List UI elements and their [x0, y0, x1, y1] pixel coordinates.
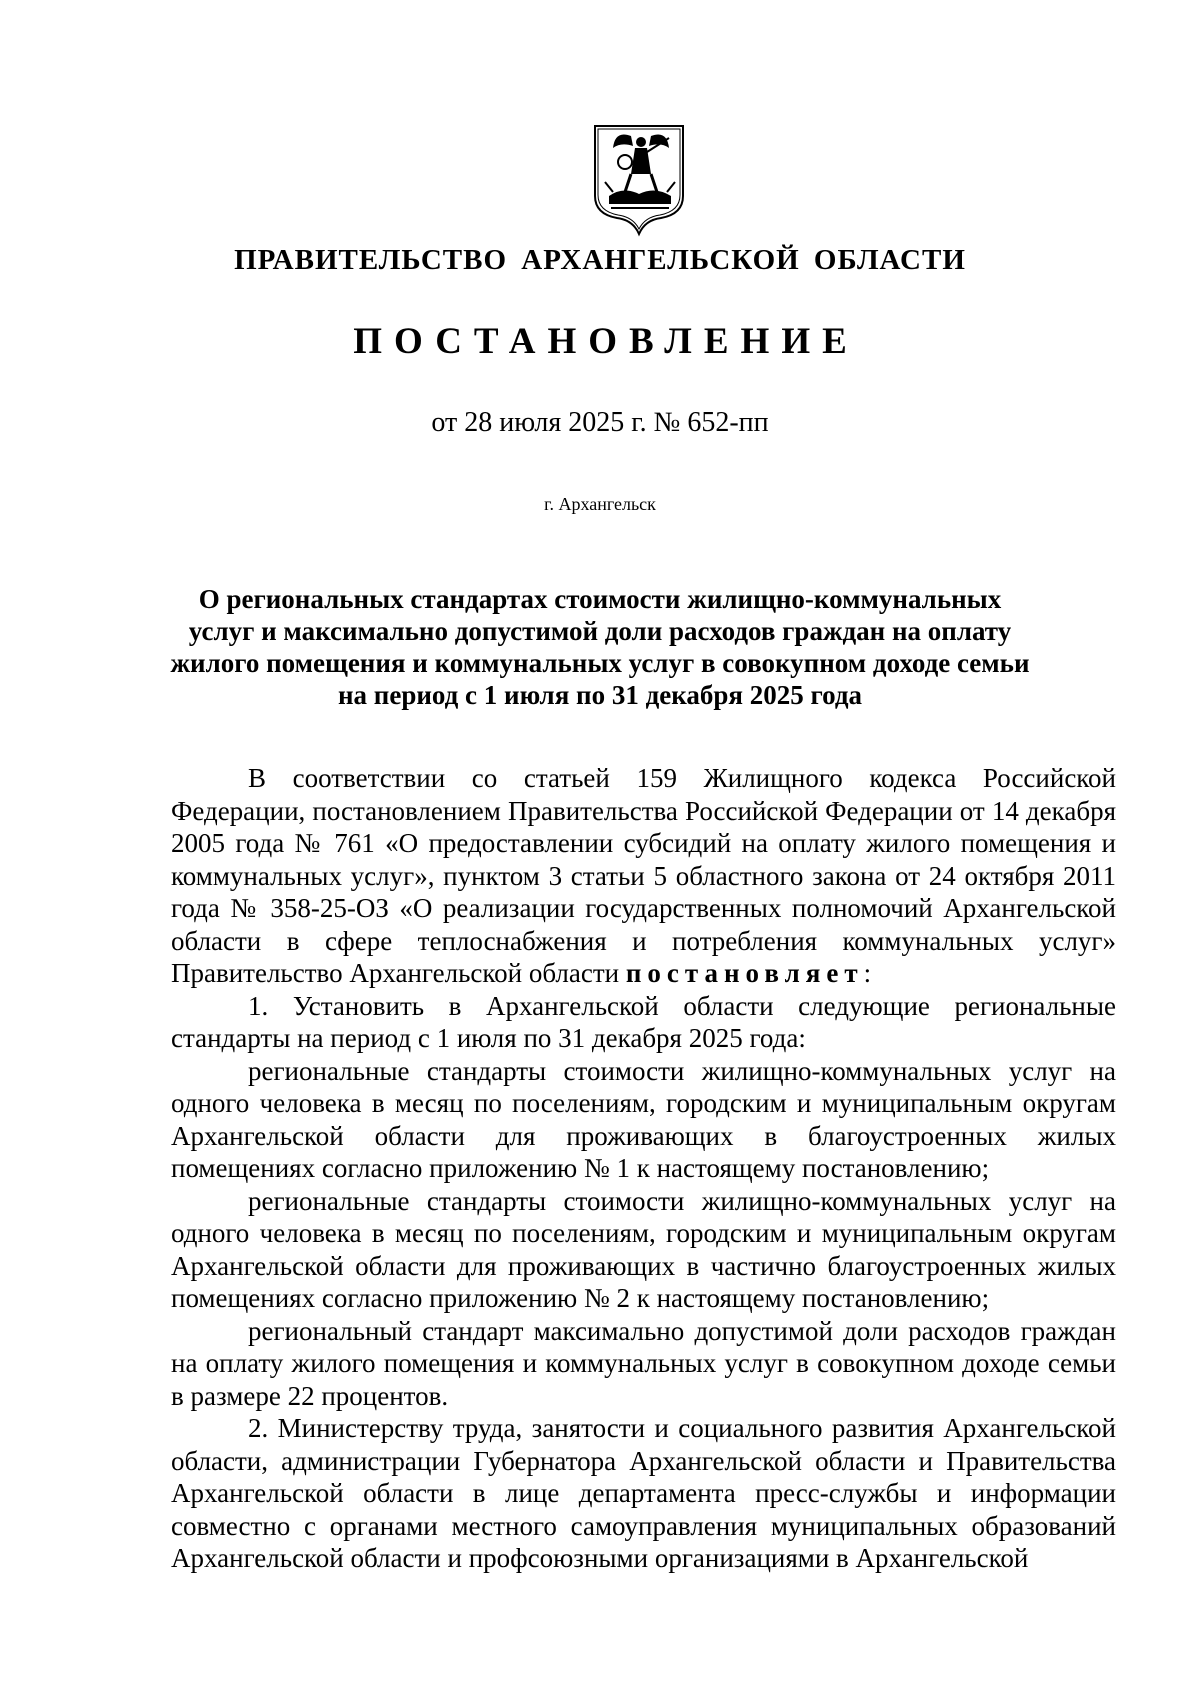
arkhangelsk-coat-of-arms-icon — [591, 122, 687, 238]
decree-word: постановляет — [625, 958, 864, 988]
paragraph-standard-3: региональный стандарт максимально допустимой доли расходов граждан на оплату жилого помещения и коммунальных услуг в совокупном доходе семьи в размере 22 процентов. — [171, 1315, 1116, 1411]
date-and-number: от 28 июля 2025 г. № 652-пп — [431, 407, 769, 438]
paragraph-preamble — [171, 762, 1116, 990]
preamble-end: : — [863, 958, 872, 988]
title-line: О региональных стандартах стоимости жилищно-коммунальных — [198, 584, 1002, 614]
paragraph-item-2: 2. Министерству труда, занятости и социального развития Архангельской области, администрации Губернатора Архангельской области и Правительства Архангельской области в лице департамента пресс-службы и информации совместно с органами местного самоуправления муниципальных образований Архангельской области и профсоюзными организациями в Архангельской — [171, 1413, 1116, 1573]
paragraph-item-1: 1. Установить в Архангельской области следующие региональные стандарты на период с 1 июля по 31 декабря 2025 года: — [171, 990, 1116, 1053]
government-name: ПРАВИТЕЛЬСТВО АРХАНГЕЛЬСКОЙ ОБЛАСТИ — [234, 244, 966, 276]
document-type: ПОСТАНОВЛЕНИЕ — [353, 321, 859, 362]
city: г. Архангельск — [544, 494, 656, 514]
title-line: жилого помещения и коммунальных услуг в совокупном доходе семьи — [170, 648, 1030, 678]
paragraph-standard-2: региональные стандарты стоимости жилищно-коммунальных услуг на одного человека в месяц по поселениям, городским и муниципальным округам Архангельской области для проживающих в частично благоустроенных жилых помещениях согласно приложению № 2 к настоящему постановлению; — [171, 1185, 1116, 1313]
document-title — [160, 583, 1040, 711]
title-line: услуг и максимально допустимой доли расходов граждан на оплату — [188, 616, 1012, 646]
preamble-text: В соответствии со статьей 159 Жилищного кодекса Российской Федерации, постановлением Правительства Российской Федерации от 14 декабря 2005 года № 761 «О предоставлении субсидий на оплату жилого помещения и коммунальных услуг», пунктом 3 статьи 5 областного закона от 24 октября 2011 года № 358-25-ОЗ «О реализации государственных полномочий Архангельской области в сфере теплоснабжения и потребления коммунальных услуг» Правительство Архангельской области — [171, 763, 1116, 988]
title-line: на период с 1 июля по 31 декабря 2025 года — [338, 680, 862, 710]
document-body — [171, 762, 1116, 1575]
paragraph-standard-1: региональные стандарты стоимости жилищно-коммунальных услуг на одного человека в месяц по поселениям, городским и муниципальным округам Архангельской области для проживающих в благоустроенных жилых помещениях согласно приложению № 1 к настоящему постановлению; — [171, 1055, 1116, 1183]
